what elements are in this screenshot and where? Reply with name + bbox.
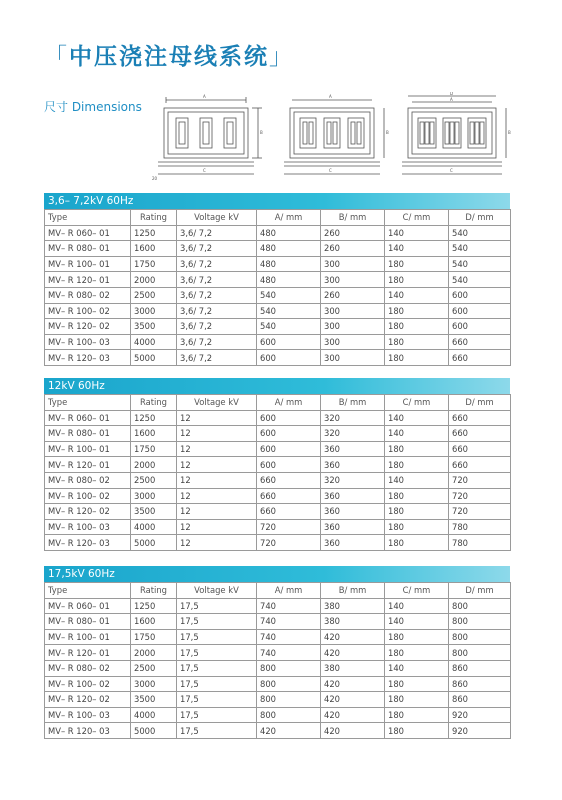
table-cell: 740	[257, 614, 321, 630]
table-row	[45, 723, 511, 739]
column-header: A/ mm	[257, 210, 321, 226]
table-cell: 17,5	[177, 660, 257, 676]
table-cell: 17,5	[177, 598, 257, 614]
table-cell: 140	[385, 614, 449, 630]
column-header: B/ mm	[321, 210, 385, 226]
table-cell: 3,6/ 7,2	[177, 241, 257, 257]
table-cell: 360	[321, 488, 385, 504]
table-cell: 660	[257, 488, 321, 504]
table-cell: 4000	[131, 334, 177, 350]
table-cell: 360	[321, 457, 385, 473]
table-header-row	[45, 583, 511, 599]
table-row	[45, 334, 511, 350]
table-cell: 4000	[131, 707, 177, 723]
table-row	[45, 692, 511, 708]
table-cell: 3,6/ 7,2	[177, 350, 257, 366]
table-cell: 5000	[131, 350, 177, 366]
column-header: A/ mm	[257, 583, 321, 599]
table-row	[45, 303, 511, 319]
table-cell: 420	[321, 676, 385, 692]
column-header: Rating	[131, 583, 177, 599]
column-header: C/ mm	[385, 583, 449, 599]
dimensions-label: 尺寸 Dimensions	[44, 100, 142, 114]
table-cell: 540	[449, 225, 511, 241]
table-body	[45, 210, 511, 366]
table-cell: 140	[385, 225, 449, 241]
diagram-1-label-b: B	[260, 130, 263, 135]
table-cell: 12	[177, 519, 257, 535]
table-header-row	[45, 395, 511, 411]
table-cell: 180	[385, 629, 449, 645]
table-cell: 180	[385, 319, 449, 335]
table-cell: 800	[449, 598, 511, 614]
table-cell: 5000	[131, 723, 177, 739]
table-cell: 3000	[131, 303, 177, 319]
table-cell: 600	[257, 457, 321, 473]
table-cell: 12	[177, 457, 257, 473]
table-cell: 17,5	[177, 723, 257, 739]
table-row	[45, 519, 511, 535]
table-row	[45, 272, 511, 288]
busbar-diagram-3	[398, 92, 516, 182]
table-cell: 300	[321, 319, 385, 335]
table-cell: MV– R 080– 01	[45, 614, 131, 630]
table-cell: MV– R 080– 01	[45, 241, 131, 257]
table-cell: 12	[177, 426, 257, 442]
table-cell: 260	[321, 287, 385, 303]
table-cell: MV– R 120– 03	[45, 535, 131, 551]
table-cell: 920	[449, 723, 511, 739]
table-cell: 480	[257, 256, 321, 272]
table-cell: 860	[449, 660, 511, 676]
table-cell: 180	[385, 676, 449, 692]
column-header: B/ mm	[321, 583, 385, 599]
table-cell: 600	[257, 334, 321, 350]
table-cell: 3500	[131, 504, 177, 520]
table-cell: MV– R 120– 01	[45, 645, 131, 661]
table-row	[45, 707, 511, 723]
table-cell: 180	[385, 645, 449, 661]
table-cell: 360	[321, 535, 385, 551]
table-cell: 800	[449, 614, 511, 630]
table-cell: 540	[449, 241, 511, 257]
column-header: Type	[45, 395, 131, 411]
table-cell: MV– R 120– 03	[45, 350, 131, 366]
table-cell: 600	[257, 441, 321, 457]
table-cell: 3500	[131, 319, 177, 335]
table-cell: 600	[257, 410, 321, 426]
table-cell: 360	[321, 519, 385, 535]
table-cell: 480	[257, 225, 321, 241]
table-cell: 1250	[131, 410, 177, 426]
table-cell: 140	[385, 426, 449, 442]
table-row	[45, 225, 511, 241]
table-cell: 1250	[131, 225, 177, 241]
table-cell: 360	[321, 504, 385, 520]
table-cell: 1600	[131, 241, 177, 257]
table-cell: 540	[257, 319, 321, 335]
section-header: 3,6– 7,2kV 60Hz	[44, 193, 510, 209]
table-cell: 480	[257, 241, 321, 257]
column-header: C/ mm	[385, 210, 449, 226]
table-cell: 3000	[131, 676, 177, 692]
table-cell: 360	[321, 441, 385, 457]
table-cell: 600	[449, 303, 511, 319]
table-row	[45, 535, 511, 551]
table-row	[45, 287, 511, 303]
table-cell: 660	[449, 350, 511, 366]
table-cell: 780	[449, 519, 511, 535]
table-cell: 3000	[131, 488, 177, 504]
table-cell: 3,6/ 7,2	[177, 256, 257, 272]
table-cell: 180	[385, 272, 449, 288]
table-cell: 800	[257, 707, 321, 723]
section-header: 12kV 60Hz	[44, 378, 510, 394]
table-cell: 660	[449, 426, 511, 442]
table-cell: MV– R 100– 02	[45, 676, 131, 692]
table-cell: 740	[257, 645, 321, 661]
table-cell: 480	[257, 272, 321, 288]
diagram-3-label-b: B	[508, 130, 511, 135]
table-cell: 140	[385, 598, 449, 614]
table-cell: 180	[385, 504, 449, 520]
table-cell: MV– R 120– 01	[45, 272, 131, 288]
table-body	[45, 395, 511, 551]
table-cell: 3,6/ 7,2	[177, 225, 257, 241]
table-cell: 12	[177, 410, 257, 426]
table-cell: MV– R 100– 03	[45, 334, 131, 350]
table-cell: MV– R 060– 01	[45, 225, 131, 241]
table-cell: 1750	[131, 629, 177, 645]
table-cell: 780	[449, 535, 511, 551]
table-cell: MV– R 100– 03	[45, 707, 131, 723]
column-header: A/ mm	[257, 395, 321, 411]
table-body	[45, 583, 511, 739]
table-row	[45, 241, 511, 257]
table-cell: 17,5	[177, 707, 257, 723]
table-row	[45, 410, 511, 426]
table-cell: 740	[257, 629, 321, 645]
table-cell: 660	[257, 504, 321, 520]
page-title	[44, 38, 294, 72]
table-cell: 260	[321, 225, 385, 241]
table-cell: 12	[177, 488, 257, 504]
table-cell: 4000	[131, 519, 177, 535]
table-cell: 300	[321, 256, 385, 272]
table-cell: 1600	[131, 426, 177, 442]
table-cell: 300	[321, 272, 385, 288]
table-cell: 380	[321, 660, 385, 676]
table-row	[45, 457, 511, 473]
table-cell: 660	[257, 472, 321, 488]
column-header: Type	[45, 583, 131, 599]
table-row	[45, 645, 511, 661]
diagram-2-label-a: A	[329, 94, 332, 99]
table-cell: 1250	[131, 598, 177, 614]
table-cell: MV– R 060– 01	[45, 410, 131, 426]
table-row	[45, 488, 511, 504]
table-cell: 420	[321, 692, 385, 708]
table-cell: 380	[321, 598, 385, 614]
table-cell: 260	[321, 241, 385, 257]
table-row	[45, 614, 511, 630]
table-cell: 320	[321, 410, 385, 426]
table-row	[45, 660, 511, 676]
table-cell: MV– R 100– 02	[45, 488, 131, 504]
table-cell: 800	[257, 660, 321, 676]
table-cell: MV– R 060– 01	[45, 598, 131, 614]
table-cell: MV– R 100– 01	[45, 441, 131, 457]
column-header: C/ mm	[385, 395, 449, 411]
diagram-2-label-c: C	[329, 168, 332, 173]
table-row	[45, 441, 511, 457]
section-12kv	[44, 378, 510, 551]
table-cell: 1750	[131, 256, 177, 272]
table-cell: 3,6/ 7,2	[177, 272, 257, 288]
table-cell: 420	[321, 723, 385, 739]
table-cell: 420	[321, 645, 385, 661]
table-cell: 720	[449, 488, 511, 504]
busbar-diagram-1	[152, 92, 270, 182]
table-cell: 180	[385, 723, 449, 739]
table-cell: MV– R 080– 02	[45, 472, 131, 488]
table-cell: 540	[257, 303, 321, 319]
table-cell: MV– R 100– 01	[45, 629, 131, 645]
table-cell: 2000	[131, 272, 177, 288]
table-row	[45, 350, 511, 366]
table-cell: 800	[257, 692, 321, 708]
table-cell: 12	[177, 472, 257, 488]
table-cell: 12	[177, 535, 257, 551]
spec-table	[44, 582, 511, 739]
table-cell: 860	[449, 692, 511, 708]
table-cell: 180	[385, 692, 449, 708]
table-cell: 300	[321, 350, 385, 366]
table-cell: MV– R 120– 02	[45, 319, 131, 335]
table-row	[45, 629, 511, 645]
table-cell: 180	[385, 488, 449, 504]
table-cell: 800	[449, 645, 511, 661]
table-cell: 3,6/ 7,2	[177, 303, 257, 319]
table-row	[45, 504, 511, 520]
table-cell: 180	[385, 334, 449, 350]
table-cell: 2500	[131, 660, 177, 676]
table-header-row	[45, 210, 511, 226]
diagram-1-label-a: A	[203, 94, 206, 99]
column-header: Voltage kV	[177, 395, 257, 411]
table-cell: 140	[385, 410, 449, 426]
table-cell: 17,5	[177, 614, 257, 630]
table-row	[45, 426, 511, 442]
table-cell: 420	[321, 629, 385, 645]
table-cell: 300	[321, 303, 385, 319]
column-header: D/ mm	[449, 395, 511, 411]
table-cell: 320	[321, 426, 385, 442]
table-cell: MV– R 100– 01	[45, 256, 131, 272]
table-cell: 180	[385, 350, 449, 366]
table-cell: 720	[449, 472, 511, 488]
table-cell: MV– R 120– 01	[45, 457, 131, 473]
table-cell: 660	[449, 441, 511, 457]
column-header: Voltage kV	[177, 583, 257, 599]
table-cell: 300	[321, 334, 385, 350]
table-cell: 1600	[131, 614, 177, 630]
table-cell: 600	[449, 287, 511, 303]
table-cell: 180	[385, 519, 449, 535]
column-header: B/ mm	[321, 395, 385, 411]
table-cell: 180	[385, 441, 449, 457]
section-17-5kv	[44, 566, 510, 739]
table-cell: 2500	[131, 472, 177, 488]
title-bracket-left: 「	[44, 44, 69, 70]
table-cell: 180	[385, 535, 449, 551]
column-header: Rating	[131, 395, 177, 411]
table-cell: 860	[449, 676, 511, 692]
table-cell: 180	[385, 707, 449, 723]
table-cell: 5000	[131, 535, 177, 551]
spec-table	[44, 209, 511, 366]
table-cell: 320	[321, 472, 385, 488]
table-cell: MV– R 120– 02	[45, 692, 131, 708]
table-row	[45, 472, 511, 488]
table-cell: 3,6/ 7,2	[177, 319, 257, 335]
table-cell: 17,5	[177, 629, 257, 645]
diagram-2-label-b: B	[386, 130, 389, 135]
title-bracket-right: 」	[269, 44, 294, 70]
table-cell: 17,5	[177, 676, 257, 692]
table-cell: 720	[257, 535, 321, 551]
table-cell: 140	[385, 660, 449, 676]
column-header: D/ mm	[449, 210, 511, 226]
table-cell: 920	[449, 707, 511, 723]
table-cell: 180	[385, 303, 449, 319]
title-text: 中压浇注母线系统	[69, 44, 269, 70]
table-cell: 600	[257, 350, 321, 366]
table-cell: 17,5	[177, 692, 257, 708]
table-cell: 420	[257, 723, 321, 739]
table-cell: 600	[449, 319, 511, 335]
table-cell: 12	[177, 441, 257, 457]
column-header: D/ mm	[449, 583, 511, 599]
table-cell: 660	[449, 457, 511, 473]
table-cell: 380	[321, 614, 385, 630]
table-cell: 540	[257, 287, 321, 303]
table-row	[45, 319, 511, 335]
table-cell: 180	[385, 457, 449, 473]
column-header: Rating	[131, 210, 177, 226]
table-cell: MV– R 120– 02	[45, 504, 131, 520]
table-cell: 800	[257, 676, 321, 692]
table-cell: 800	[449, 629, 511, 645]
table-row	[45, 676, 511, 692]
table-cell: 600	[257, 426, 321, 442]
table-cell: 540	[449, 272, 511, 288]
table-cell: MV– R 080– 02	[45, 660, 131, 676]
table-cell: 660	[449, 334, 511, 350]
table-cell: 2000	[131, 457, 177, 473]
column-header: Type	[45, 210, 131, 226]
diagram-3-label-d: D	[450, 92, 454, 96]
table-cell: 3,6/ 7,2	[177, 334, 257, 350]
table-cell: 3500	[131, 692, 177, 708]
table-cell: 2000	[131, 645, 177, 661]
diagram-1-label-c: C	[203, 168, 206, 173]
table-row	[45, 598, 511, 614]
table-cell: MV– R 120– 03	[45, 723, 131, 739]
table-row	[45, 256, 511, 272]
table-cell: 180	[385, 256, 449, 272]
table-cell: 720	[257, 519, 321, 535]
table-cell: 720	[449, 504, 511, 520]
table-cell: 140	[385, 241, 449, 257]
diagram-3-label-c: C	[450, 168, 453, 173]
table-cell: MV– R 080– 01	[45, 426, 131, 442]
table-cell: 12	[177, 504, 257, 520]
table-cell: MV– R 100– 02	[45, 303, 131, 319]
spec-table	[44, 394, 511, 551]
table-cell: 140	[385, 472, 449, 488]
section-3-6-7-2kv	[44, 193, 510, 366]
table-cell: 3,6/ 7,2	[177, 287, 257, 303]
diagram-1-label-20: 20	[152, 176, 158, 181]
table-cell: 1750	[131, 441, 177, 457]
section-header: 17,5kV 60Hz	[44, 566, 510, 582]
table-cell: 2500	[131, 287, 177, 303]
table-cell: 540	[449, 256, 511, 272]
table-cell: 660	[449, 410, 511, 426]
column-header: Voltage kV	[177, 210, 257, 226]
table-cell: 740	[257, 598, 321, 614]
diagram-3-label-a: A	[450, 97, 453, 102]
table-cell: 140	[385, 287, 449, 303]
table-cell: 17,5	[177, 645, 257, 661]
table-cell: 420	[321, 707, 385, 723]
busbar-diagram-2	[278, 92, 396, 182]
table-cell: MV– R 100– 03	[45, 519, 131, 535]
table-cell: MV– R 080– 02	[45, 287, 131, 303]
